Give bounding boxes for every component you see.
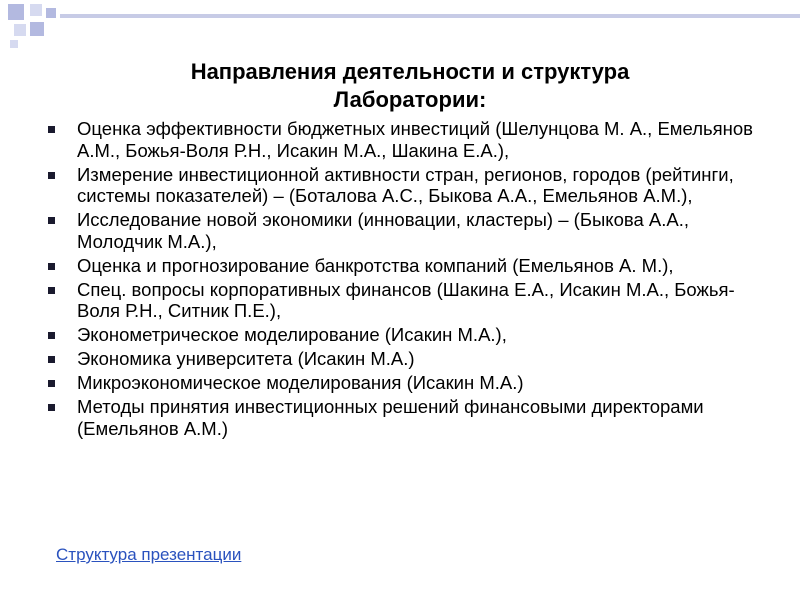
decor-square [8,4,24,20]
list-item-text: Измерение инвестиционной активности стран, регионов, городов (рейтинги, системы показателей) – (Боталова А.С., Быкова А.А., Емельянов А.М.), [77,163,734,206]
bullet-square-icon [48,172,55,179]
list-item [48,372,768,394]
decor-square [10,40,18,48]
list-item [48,396,768,439]
bullet-square-icon [48,126,55,133]
decor-square [30,22,44,36]
bullet-square-icon [48,332,55,339]
bullet-square-icon [48,404,55,411]
decor-square [46,8,56,18]
list-item [48,164,768,207]
list-item [48,348,768,370]
bullet-list [48,118,768,442]
list-item-text: Оценка и прогнозирование банкротства компаний (Емельянов А. М.), [77,254,674,276]
bullet-square-icon [48,380,55,387]
list-item-text: Эконометрическое моделирование (Исакин М.А.), [77,324,507,345]
list-item [48,209,768,252]
decor-square [30,4,42,16]
slide-title [40,58,780,114]
list-item-text: Исследование новой экономики (инновации, кластеры) – (Быкова А.А., Молодчик М.А.), [77,209,689,252]
list-item-text: Оценка эффективности бюджетных инвестиций (Шелунцова М. А., Емельянов А.М., Божья-Воля Р.Н., Исакин М.А., Шакина Е.А.), [77,118,753,161]
list-item-text: Спец. вопросы корпоративных финансов (Шакина Е.А., Исакин М.А., Божья-Воля Р.Н., Ситник П.Е.), [77,278,735,321]
presentation-structure-link[interactable]: Структура презентации [56,545,242,564]
slide-title-line-1: Направления деятельности и структура [190,59,630,84]
decor-square [14,24,26,36]
slide-title-line-2: Лаборатории: [333,87,487,112]
list-item [48,324,768,346]
bullet-square-icon [48,217,55,224]
list-item [48,279,768,322]
list-item-text: Методы принятия инвестиционных решений финансовыми директорами (Емельянов А.М.) [77,396,704,439]
bullet-square-icon [48,287,55,294]
bullet-square-icon [48,263,55,270]
top-decorative-bar [60,14,800,18]
list-item-text: Микроэкономическое моделирования (Исакин М.А.) [77,372,524,393]
list-item [48,255,768,277]
bullet-square-icon [48,356,55,363]
list-item-text: Экономика университета (Исакин М.А.) [77,348,415,369]
list-item [48,118,768,161]
